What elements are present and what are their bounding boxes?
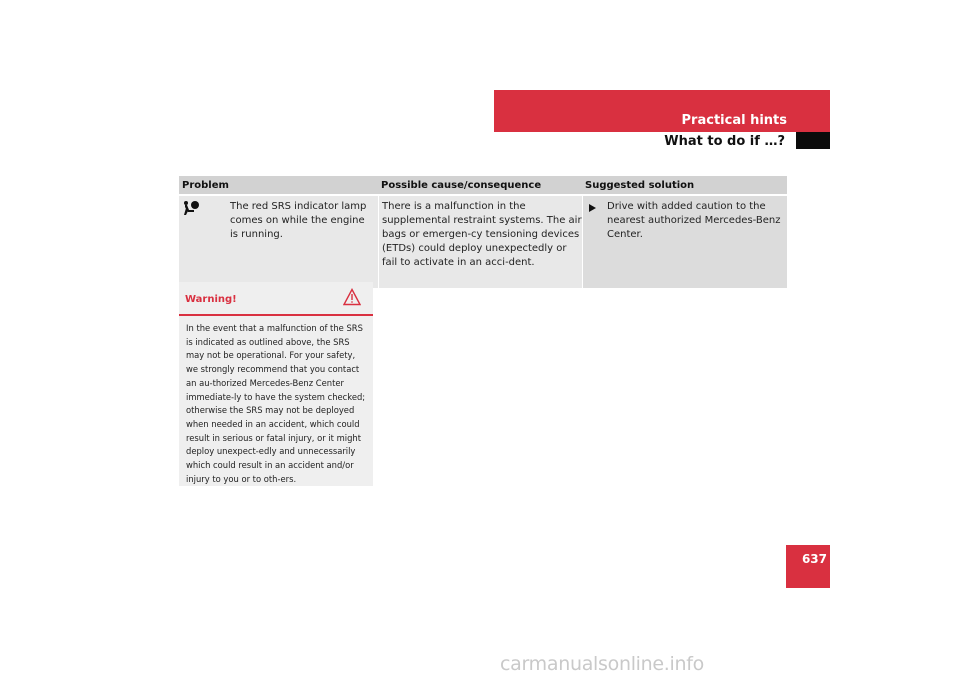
solution-text: Drive with added caution to the nearest authorized Mercedes-Benz Center. xyxy=(607,201,781,240)
watermark: carmanualsonline.info xyxy=(500,653,704,675)
warning-box xyxy=(179,282,373,486)
problem-cell xyxy=(179,196,378,288)
table-header xyxy=(179,176,787,194)
troubleshooting-table xyxy=(179,176,787,288)
page-number: 637 xyxy=(801,552,827,566)
warning-triangle-icon xyxy=(343,288,361,306)
warning-header xyxy=(179,282,373,316)
srs-airbag-icon xyxy=(182,200,202,216)
column-header-cause: Possible cause/consequence xyxy=(381,180,542,191)
chapter-tab-marker xyxy=(796,132,830,149)
table-row xyxy=(179,194,787,288)
action-arrow-icon xyxy=(589,203,597,288)
warning-title: Warning! xyxy=(185,294,237,305)
section-subheader xyxy=(494,132,830,149)
page-number-box xyxy=(786,545,830,588)
solution-cell xyxy=(582,196,787,288)
warning-body: In the event that a malfunction of the SRS is indicated as outlined above, the SRS may not be operational. For your safety, we strongly recommend that you contact an au-thorized Mercedes-Benz Center immediate-ly to have the system checked; otherwise the SRS may not be deployed when needed in an accident, which could result in serious or fatal injury, or it might deploy unexpect-edly and unnecessarily which could result in an accident and/or injury to you or to oth-ers. xyxy=(186,323,366,484)
section-title: Practical hints xyxy=(681,113,787,128)
column-header-problem: Problem xyxy=(182,180,229,191)
cause-cell: There is a malfunction in the supplemental restraint systems. The air bags or emergen-cy tensioning devices (ETDs) could deploy unexpectedly or fail to activate in an acci-dent. xyxy=(378,196,582,288)
section-header-band xyxy=(494,90,830,132)
section-subtitle: What to do if …? xyxy=(664,134,785,149)
problem-text: The red SRS indicator lamp comes on while the engine is running. xyxy=(230,201,367,240)
column-header-solution: Suggested solution xyxy=(585,180,695,191)
